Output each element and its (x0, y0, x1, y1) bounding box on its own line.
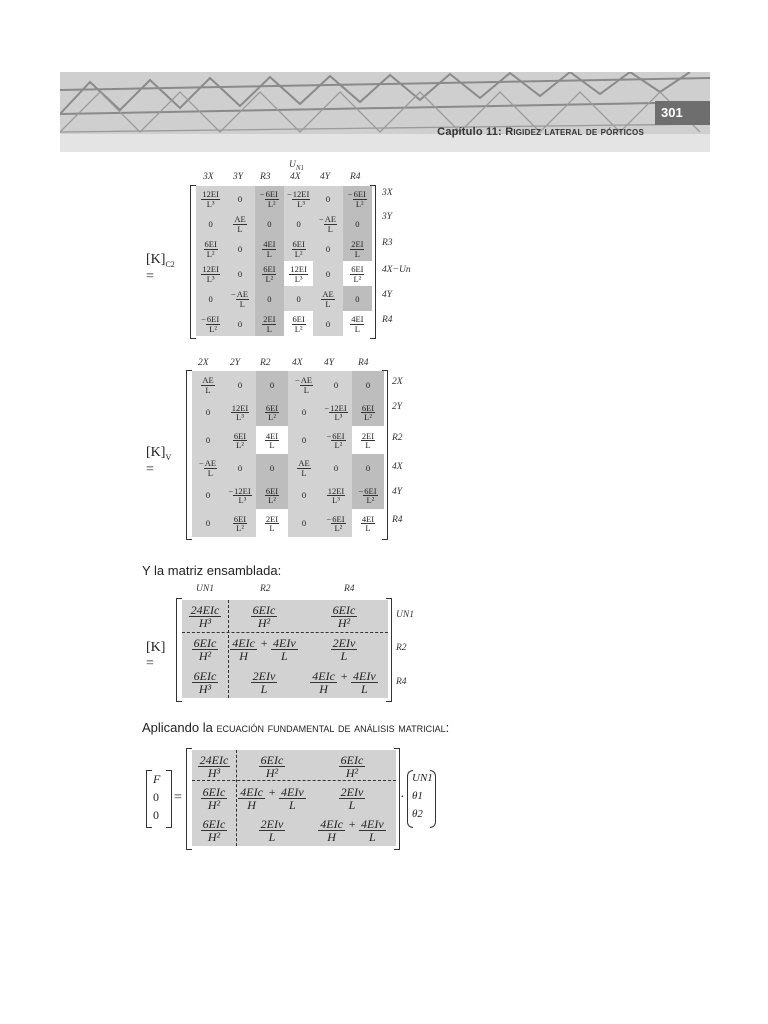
c2-col-header-5: 4Y (320, 172, 331, 182)
c2-cell-r4c5: 0 (313, 261, 342, 286)
c2-row-header-1: 3X (382, 188, 393, 198)
assembled-col-header-3: R4 (344, 584, 355, 594)
c2-cell-r4c2: 0 (225, 261, 254, 286)
c2-cell-r1c5: 0 (313, 186, 342, 211)
force-vector-bracket-left (146, 770, 152, 828)
assembled-row-header-2: R2 (396, 643, 407, 653)
v-cell-r5c3: $\frac{6EI}{\text{L²}}$ (256, 482, 288, 510)
v-cell-r6c4: 0 (288, 509, 320, 537)
v-row-header-6: R4 (392, 515, 403, 525)
v-cell-r4c1: − $\frac{AE}{L}$ (192, 454, 224, 482)
v-cell-r4c4: $\frac{AE}{L}$ (288, 454, 320, 482)
c2-cell-r6c1: − $\frac{6EI}{\text{L²}}$ (196, 311, 225, 336)
v-cell-r1c3: 0 (256, 371, 288, 399)
v-cell-r1c5: 0 (320, 371, 352, 399)
c2-cell-r5c5: $\frac{AE}{L}$ (313, 286, 342, 311)
v-col-header-6: R4 (358, 358, 369, 368)
v-cell-r5c4: 0 (288, 482, 320, 510)
c2-col-header-4: 4X (290, 172, 301, 182)
c2-cell-r5c4: 0 (284, 286, 313, 311)
assembled-partition-horizontal (182, 632, 388, 633)
c2-cell-r6c5: 0 (313, 311, 342, 336)
text-applying-smallcaps: ecuación fundamental de análisis matricial: (216, 720, 450, 735)
c2-cell-r3c2: 0 (225, 236, 254, 261)
disp-vector-entry-1: UN1 (412, 772, 433, 784)
text-applying (142, 720, 449, 735)
force-vector-entry-1: F (153, 772, 161, 786)
page-number: 301 (655, 101, 710, 125)
c2-cell-r3c3: $\frac{4EI}{L}$ (255, 236, 284, 261)
c2-cell-r5c6: 0 (343, 286, 372, 311)
v-cell-r2c3: $\frac{6EI}{\text{L²}}$ (256, 399, 288, 427)
v-cell-r5c1: 0 (192, 482, 224, 510)
v-cell-r3c5: − $\frac{6EI}{\text{L²}}$ (320, 426, 352, 454)
v-cell-r4c2: 0 (224, 454, 256, 482)
c2-cell-r1c2: 0 (225, 186, 254, 211)
c2-row-header-2: 3Y (382, 212, 393, 222)
v-cell-r6c1: 0 (192, 509, 224, 537)
v-cell-r4c5: 0 (320, 454, 352, 482)
text-assembled-intro: Y la matriz ensamblada: (142, 563, 282, 578)
c2-cell-r4c4: $\frac{12EI}{\text{L³}}$ (284, 261, 313, 286)
equation-dot: · (400, 790, 405, 805)
matrix-assembled-label: [K] = (146, 640, 166, 671)
equation-cell-r1c3: $\frac{\text{6EIc}}{\text{H²}}$ (308, 750, 396, 782)
v-row-header-4: 4X (392, 462, 403, 472)
assembled-cell-r3c2: $\frac{\text{2EIv}}{L}$ (228, 665, 300, 698)
v-row-header-1: 2X (392, 377, 403, 387)
assembled-col-header-1: UN1 (196, 584, 214, 594)
equation-cell-r3c2: $\frac{\text{2EIv}}{L}$ (236, 814, 308, 846)
c2-cell-r2c5: − $\frac{AE}{L}$ (313, 211, 342, 236)
c2-cell-r5c3: 0 (255, 286, 284, 311)
assembled-cell-r2c3: $\frac{\text{2EIv}}{L}$ (300, 633, 388, 666)
equation-matrix-grid (192, 750, 396, 846)
c2-cell-r1c1: $\frac{12EI}{\text{L³}}$ (196, 186, 225, 211)
v-col-header-4: 4X (292, 358, 303, 368)
assembled-cell-r3c3: $\frac{\text{4EIc}}{H}$ + $\frac{\text{4EIv}}{L}$ (300, 665, 388, 698)
c2-row-header-3: R3 (382, 238, 393, 248)
v-cell-r2c2: $\frac{12EI}{\text{L³}}$ (224, 399, 256, 427)
v-cell-r6c6: $\frac{4EI}{L}$ (352, 509, 384, 537)
c2-cell-r1c4: − $\frac{12EI}{\text{L³}}$ (284, 186, 313, 211)
v-col-header-2: 2Y (230, 358, 241, 368)
v-cell-r1c6: 0 (352, 371, 384, 399)
v-col-header-1: 2X (198, 358, 209, 368)
equation-cell-r3c1: $\frac{\text{6EIc}}{\text{H²}}$ (192, 814, 236, 846)
equation-cell-r2c1: $\frac{\text{6EIc}}{\text{H²}}$ (192, 782, 236, 814)
matrix-c2-grid (196, 186, 372, 336)
v-row-header-5: 4Y (392, 487, 403, 497)
c2-cell-r4c3: $\frac{6EI}{\text{L²}}$ (255, 261, 284, 286)
disp-vector-entry-3: θ2 (412, 808, 423, 820)
c2-cell-r3c4: $\frac{6EI}{\text{L²}}$ (284, 236, 313, 261)
v-col-header-3: R2 (260, 358, 271, 368)
v-row-header-3: R2 (392, 433, 403, 443)
v-cell-r6c5: − $\frac{6EI}{\text{L²}}$ (320, 509, 352, 537)
c2-cell-r2c3: 0 (255, 211, 284, 236)
c2-cell-r4c1: $\frac{12EI}{\text{L³}}$ (196, 261, 225, 286)
equation-partition-horizontal (192, 780, 396, 781)
matrix-c2-col-extra: $U_{N1}$ (289, 160, 305, 172)
assembled-col-header-2: R2 (260, 584, 271, 594)
v-row-header-2: 2Y (392, 402, 403, 412)
c2-cell-r6c6: $\frac{4EI}{L}$ (343, 311, 372, 336)
v-cell-r2c6: $\frac{6EI}{\text{L²}}$ (352, 399, 384, 427)
c2-cell-r6c4: $\frac{6EI}{\text{L²}}$ (284, 311, 313, 336)
v-cell-r4c3: 0 (256, 454, 288, 482)
equation-cell-r1c1: $\frac{\text{24EIc}}{\text{H³}}$ (192, 750, 236, 782)
v-cell-r6c2: $\frac{6EI}{\text{L²}}$ (224, 509, 256, 537)
v-cell-r3c1: 0 (192, 426, 224, 454)
c2-cell-r3c6: $\frac{2EI}{L}$ (343, 236, 372, 261)
c2-cell-r6c3: $\frac{2EI}{L}$ (255, 311, 284, 336)
chapter-heading (437, 126, 644, 138)
assembled-cell-r1c2: $\frac{\text{6EIc}}{\text{H²}}$ (228, 600, 300, 633)
truss-structure-illustration (60, 72, 710, 152)
disp-vector-entry-2: θ1 (412, 790, 423, 802)
c2-cell-r5c2: − $\frac{AE}{L}$ (225, 286, 254, 311)
chapter-title: Rigidez lateral de pórticos (505, 126, 644, 138)
equation-partition-vertical (236, 750, 237, 846)
v-cell-r2c5: − $\frac{12EI}{\text{L³}}$ (320, 399, 352, 427)
assembled-cell-r1c1: $\frac{\text{24EIc}}{\text{H³}}$ (182, 600, 228, 633)
c2-cell-r2c2: $\frac{AE}{L}$ (225, 211, 254, 236)
c2-col-header-1: 3X (203, 172, 214, 182)
c2-cell-r1c3: − $\frac{6EI}{\text{L²}}$ (255, 186, 284, 211)
c2-cell-r6c2: 0 (225, 311, 254, 336)
v-cell-r5c5: $\frac{12EI}{\text{L³}}$ (320, 482, 352, 510)
assembled-cell-r3c1: $\frac{\text{6EIc}}{\text{H³}}$ (182, 665, 228, 698)
v-cell-r5c6: − $\frac{6EI}{\text{L²}}$ (352, 482, 384, 510)
v-cell-r3c3: $\frac{4EI}{L}$ (256, 426, 288, 454)
c2-col-header-2: 3Y (233, 172, 244, 182)
matrix-v-grid (192, 371, 384, 537)
c2-cell-r2c6: 0 (343, 211, 372, 236)
v-cell-r3c6: $\frac{2EI}{L}$ (352, 426, 384, 454)
v-cell-r2c1: 0 (192, 399, 224, 427)
equation-cell-r1c2: $\frac{\text{6EIc}}{\text{H²}}$ (236, 750, 308, 782)
c2-cell-r3c1: $\frac{6EI}{\text{L²}}$ (196, 236, 225, 261)
assembled-partition-vertical (228, 600, 229, 698)
c2-cell-r4c6: $\frac{6EI}{\text{L²}}$ (343, 261, 372, 286)
force-vector-entry-3: 0 (153, 808, 159, 822)
matrix-v-label: $[K]_V$ = (146, 445, 172, 477)
v-cell-r4c6: 0 (352, 454, 384, 482)
v-cell-r3c4: 0 (288, 426, 320, 454)
v-cell-r1c1: $\frac{AE}{L}$ (192, 371, 224, 399)
equation-equals: = (174, 790, 182, 805)
force-vector-bracket-right (166, 770, 172, 828)
v-cell-r6c3: $\frac{2EI}{L}$ (256, 509, 288, 537)
assembled-cell-r2c2: $\frac{\text{4EIc}}{H}$ + $\frac{\text{4EIv}}{L}$ (228, 633, 300, 666)
c2-cell-r5c1: 0 (196, 286, 225, 311)
c2-cell-r1c6: − $\frac{6EI}{\text{L²}}$ (343, 186, 372, 211)
matrix-c2-label: $[K]_{C2}$ = (146, 252, 175, 284)
c2-cell-r3c5: 0 (313, 236, 342, 261)
assembled-row-header-3: R4 (396, 677, 407, 687)
c2-row-header-6: R4 (382, 315, 393, 325)
c2-col-header-6: R4 (350, 172, 361, 182)
equation-cell-r2c2: $\frac{\text{4EIc}}{H}$ + $\frac{\text{4EIv}}{L}$ (236, 782, 308, 814)
c2-row-header-5: 4Y (382, 290, 393, 300)
matrix-assembled-grid (182, 600, 388, 698)
text-applying-prefix: Aplicando la (142, 720, 213, 735)
assembled-cell-r1c3: $\frac{\text{6EIc}}{\text{H²}}$ (300, 600, 388, 633)
c2-row-header-4: 4X−Un (382, 265, 411, 275)
equation-cell-r3c3: $\frac{\text{4EIc}}{H}$ + $\frac{\text{4EIv}}{L}$ (308, 814, 396, 846)
v-col-header-5: 4Y (324, 358, 335, 368)
header-banner (60, 72, 710, 152)
v-cell-r1c4: − $\frac{AE}{L}$ (288, 371, 320, 399)
force-vector-entry-2: 0 (153, 790, 159, 804)
assembled-row-header-1: UN1 (396, 610, 414, 620)
v-cell-r1c2: 0 (224, 371, 256, 399)
v-cell-r2c4: 0 (288, 399, 320, 427)
equation-cell-r2c3: $\frac{\text{2EIv}}{L}$ (308, 782, 396, 814)
c2-cell-r2c1: 0 (196, 211, 225, 236)
v-cell-r3c2: $\frac{6EI}{\text{L²}}$ (224, 426, 256, 454)
c2-cell-r2c4: 0 (284, 211, 313, 236)
c2-col-header-3: R3 (260, 172, 271, 182)
chapter-prefix: Capítulo 11: (437, 126, 502, 138)
assembled-cell-r2c1: $\frac{\text{6EIc}}{\text{H²}}$ (182, 633, 228, 666)
v-cell-r5c2: − $\frac{12EI}{\text{L³}}$ (224, 482, 256, 510)
